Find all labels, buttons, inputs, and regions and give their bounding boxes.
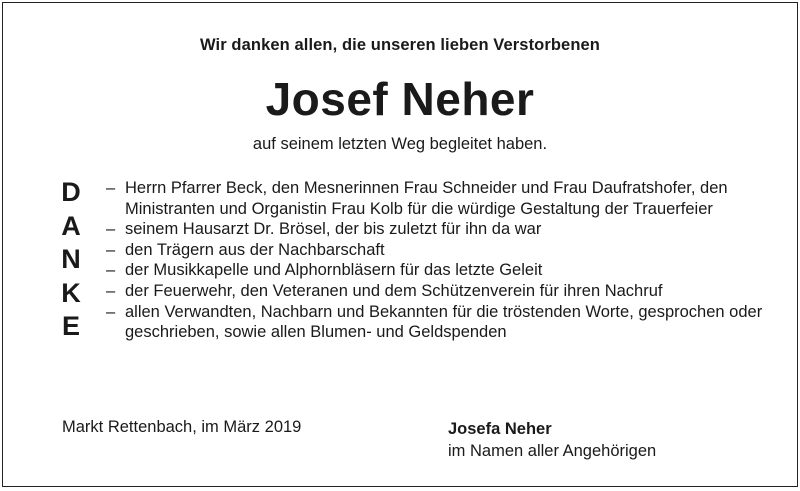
thanks-text: der Musikkapelle und Alphornbläsern für das letzte Geleit bbox=[125, 261, 543, 280]
thanks-text: Herrn Pfarrer Beck, den Mesnerinnen Frau Schneider und Frau Daufratshofer, den Ministranten und Organistin Frau Kolb für die würdige Gestaltung der Trauerfeier bbox=[125, 179, 728, 218]
thank-you-notice bbox=[2, 2, 798, 487]
danke-letter: K bbox=[61, 277, 81, 308]
intro-line: Wir danken allen, die unseren lieben Verstorbenen bbox=[200, 36, 600, 54]
danke-letter: N bbox=[61, 244, 81, 274]
thanks-text: seinem Hausarzt Dr. Brösel, der bis zuletzt für ihn da war bbox=[125, 220, 542, 239]
thanks-text: der Feuerwehr, den Veteranen und dem Schützenverein für ihren Nachruf bbox=[125, 281, 663, 300]
thanks-item bbox=[106, 281, 766, 302]
place-date: Markt Rettenbach, im März 2019 bbox=[62, 418, 302, 436]
thanks-list bbox=[106, 178, 766, 343]
thanks-text: den Trägern aus der Nachbarschaft bbox=[125, 240, 385, 259]
danke-letter: E bbox=[61, 311, 80, 341]
signature-block bbox=[448, 418, 656, 462]
thanks-item bbox=[106, 302, 766, 343]
danke-vertical bbox=[55, 176, 87, 344]
signature-note: im Namen aller Angehörigen bbox=[448, 442, 657, 460]
thanks-item bbox=[106, 240, 766, 261]
dash-marker: – bbox=[106, 240, 116, 259]
danke-letter: D bbox=[61, 177, 81, 207]
danke-letter: A bbox=[61, 210, 81, 241]
dash-marker: – bbox=[106, 179, 116, 197]
dash-marker: – bbox=[106, 261, 116, 280]
deceased-name: Josef Neher bbox=[265, 73, 535, 125]
thanks-text: allen Verwandten, Nachbarn und Bekannten für die tröstenden Worte, gesprochen oder geschrieben, sowie allen Blumen- und Geldspenden bbox=[125, 302, 763, 342]
thanks-item bbox=[106, 178, 766, 219]
dash-marker: – bbox=[106, 220, 116, 239]
accompanied-line: auf seinem letzten Weg begleitet haben. bbox=[252, 135, 548, 153]
thanks-item bbox=[106, 219, 766, 240]
thanks-item bbox=[106, 260, 766, 281]
dash-marker: – bbox=[106, 281, 116, 300]
signature-name: Josefa Neher bbox=[448, 420, 552, 438]
dash-marker: – bbox=[106, 302, 116, 321]
